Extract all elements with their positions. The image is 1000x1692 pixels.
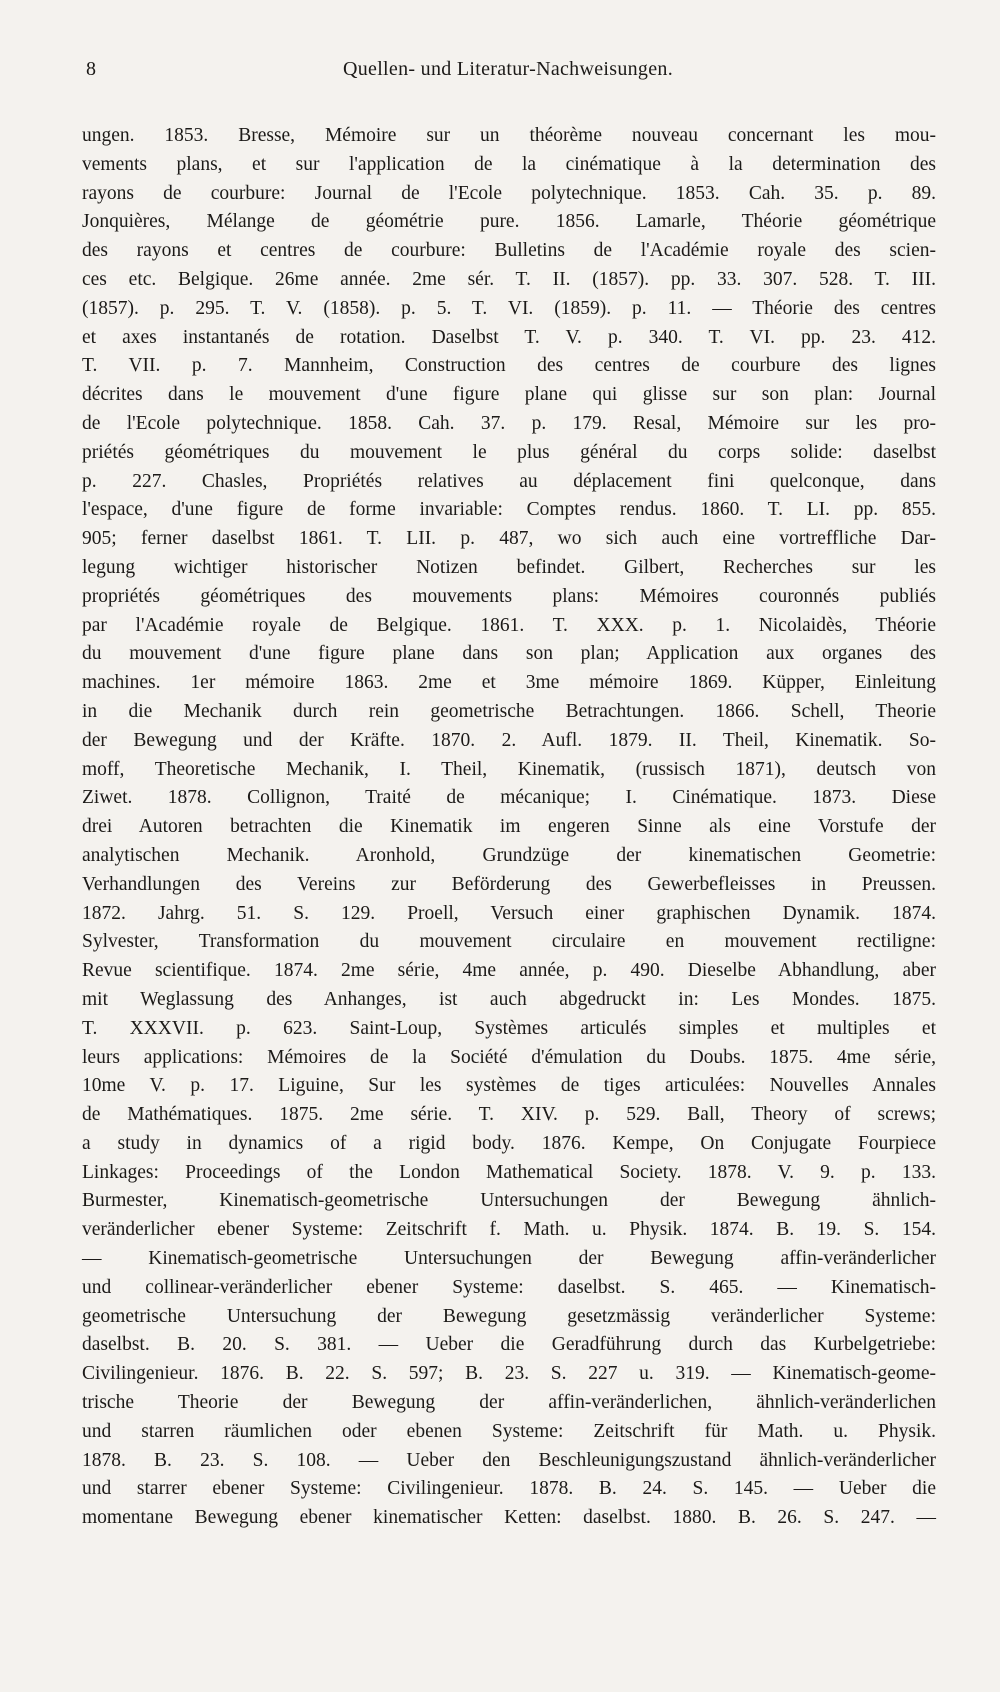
text-line: décrites dans le mouvement d'une figure plane qui glisse sur son plan: Journal <box>82 384 936 406</box>
text-line: analytischen Mechanik. Aronhold, Grundzüge der kinematischen Geometrie: <box>82 844 936 866</box>
text-line: 1872. Jahrg. 51. S. 129. Proell, Versuch einer graphischen Dynamik. 1874. <box>82 902 936 924</box>
text-line: 10me V. p. 17. Liguine, Sur les systèmes de tiges articulées: Nouvelles Annales <box>82 1075 936 1097</box>
text-line: 1878. B. 23. S. 108. — Ueber den Beschleunigungszustand ähnlich-veränderlicher <box>82 1449 936 1471</box>
text-line: a study in dynamics of a rigid body. 1876. Kempe, On Conjugate Fourpiece <box>82 1132 936 1154</box>
text-line: trische Theorie der Bewegung der affin-veränderlichen, ähnlich-veränderlichen <box>82 1392 936 1414</box>
text-line: priétés géométriques du mouvement le plus général du corps solide: daselbst <box>82 441 936 463</box>
text-line: moff, Theoretische Mechanik, I. Theil, Kinematik, (russisch 1871), deutsch von <box>82 758 936 780</box>
text-line: — Kinematisch-geometrische Untersuchungen der Bewegung affin-veränderlicher <box>82 1248 936 1270</box>
text-line: geometrische Untersuchung der Bewegung gesetzmässig veränderlicher Systeme: <box>82 1305 936 1327</box>
text-line: par l'Académie royale de Belgique. 1861. T. XXX. p. 1. Nicolaidès, Théorie <box>82 614 936 636</box>
text-line: du mouvement d'une figure plane dans son plan; Application aux organes des <box>82 643 936 665</box>
text-line: ungen. 1853. Bresse, Mémoire sur un théorème nouveau concernant les mou- <box>82 125 936 146</box>
text-line: momentane Bewegung ebener kinematischer Ketten: daselbst. 1880. B. 26. S. 247. — <box>82 1507 936 1529</box>
text-line: p. 227. Chasles, Propriétés relatives au déplacement fini quelconque, dans <box>82 470 936 492</box>
text-line: Sylvester, Transformation du mouvement circulaire en mouvement rectiligne: <box>82 931 936 953</box>
text-line: Jonquières, Mélange de géométrie pure. 1856. Lamarle, Théorie géométrique <box>82 211 936 233</box>
text-line: daselbst. B. 20. S. 381. — Ueber die Geradführung durch das Kurbelgetriebe: <box>82 1334 936 1356</box>
text-line: vements plans, et sur l'application de la cinématique à la determination des <box>82 153 936 175</box>
text-line: (1857). p. 295. T. V. (1858). p. 5. T. VI. (1859). p. 11. — Théorie des centres <box>82 297 936 319</box>
text-line: de Mathématiques. 1875. 2me série. T. XIV. p. 529. Ball, Theory of screws; <box>82 1104 936 1126</box>
text-line: de l'Ecole polytechnique. 1858. Cah. 37. p. 179. Resal, Mémoire sur les pro- <box>82 412 936 434</box>
text-line: und starrer ebener Systeme: Civilingenieur. 1878. B. 24. S. 145. — Ueber die <box>82 1478 936 1500</box>
text-line: Ziwet. 1878. Collignon, Traité de mécanique; I. Cinématique. 1873. Diese <box>82 787 936 809</box>
text-line: der Bewegung und der Kräfte. 1870. 2. Aufl. 1879. II. Theil, Kinematik. So- <box>82 729 936 751</box>
text-line: mit Weglassung des Anhanges, ist auch abgedruckt in: Les Mondes. 1875. <box>82 988 936 1010</box>
text-line: des rayons et centres de courbure: Bulletins de l'Académie royale des scien- <box>82 240 936 262</box>
text-line: in die Mechanik durch rein geometrische Betrachtungen. 1866. Schell, Theorie <box>82 700 936 722</box>
text-line: machines. 1er mémoire 1863. 2me et 3me mémoire 1869. Küpper, Einleitung <box>82 672 936 694</box>
text-line: und collinear-veränderlicher ebener Systeme: daselbst. S. 465. — Kinematisch- <box>82 1276 936 1298</box>
running-head: Quellen- und Literatur-Nachweisungen. <box>342 58 674 80</box>
text-line: Civilingenieur. 1876. B. 22. S. 597; B. 23. S. 227 u. 319. — Kinematisch-geome- <box>82 1363 936 1385</box>
text-line: Linkages: Proceedings of the London Mathematical Society. 1878. V. 9. p. 133. <box>82 1161 936 1183</box>
text-line: T. VII. p. 7. Mannheim, Construction des centres de courbure des lignes <box>82 355 936 377</box>
text-line: Revue scientifique. 1874. 2me série, 4me année, p. 490. Dieselbe Abhandlung, aber <box>82 960 936 982</box>
body-text <box>82 122 936 1533</box>
page-number: 8 <box>86 58 96 80</box>
text-line: ces etc. Belgique. 26me année. 2me sér. T. II. (1857). pp. 33. 307. 528. T. III. <box>82 268 936 290</box>
text-line: 905; ferner daselbst 1861. T. LII. p. 487, wo sich auch eine vortreffliche Dar- <box>82 528 936 550</box>
text-line: propriétés géométriques des mouvements plans: Mémoires couronnés publiés <box>82 585 936 607</box>
text-line: et axes instantanés de rotation. Daselbst T. V. p. 340. T. VI. pp. 23. 412. <box>82 326 936 348</box>
text-line: und starren räumlichen oder ebenen Systeme: Zeitschrift für Math. u. Physik. <box>82 1420 936 1442</box>
text-line: Verhandlungen des Vereins zur Beförderung des Gewerbefleisses in Preussen. <box>82 873 936 895</box>
text-line: legung wichtiger historischer Notizen befindet. Gilbert, Recherches sur les <box>82 556 936 578</box>
text-line: veränderlicher ebener Systeme: Zeitschrift f. Math. u. Physik. 1874. B. 19. S. 154. <box>82 1219 936 1241</box>
text-line: drei Autoren betrachten die Kinematik im engeren Sinne als eine Vorstufe der <box>82 816 936 838</box>
text-line: rayons de courbure: Journal de l'Ecole polytechnique. 1853. Cah. 35. p. 89. <box>82 182 936 204</box>
text-line: l'espace, d'une figure de forme invariable: Comptes rendus. 1860. T. LI. pp. 855. <box>82 499 936 521</box>
text-line: leurs applications: Mémoires de la Société d'émulation du Doubs. 1875. 4me série, <box>82 1046 936 1068</box>
text-line: T. XXXVII. p. 623. Saint-Loup, Systèmes articulés simples et multiples et <box>82 1017 936 1039</box>
text-line: Burmester, Kinematisch-geometrische Untersuchungen der Bewegung ähnlich- <box>82 1190 936 1212</box>
